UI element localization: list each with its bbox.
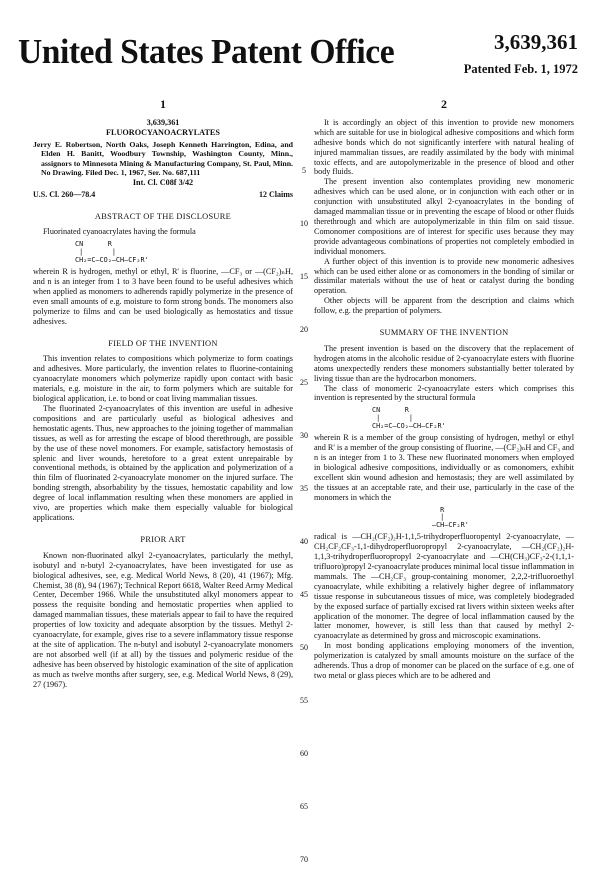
right-column	[314, 96, 574, 681]
radical-formula	[432, 507, 574, 530]
patent-number: 3,639,361	[494, 30, 578, 54]
patent-date: Patented Feb. 1, 1972	[463, 62, 578, 76]
abstract-intro: Fluorinated cyanoacrylates having the formula	[43, 227, 196, 237]
line-number: 25	[300, 378, 308, 387]
claims-count: 12 Claims	[259, 189, 293, 199]
line-number: 5	[302, 166, 306, 175]
summary-paragraph-1: The present invention is based on the discovery that the replacement of hydrogen atoms in the alcoholic residue of 2-cyanoacrylate esters with fluorine atoms unexpectedly renders these monomers substantially better tolerated by living tissue than are the hydrocarbon monomers.	[314, 343, 574, 383]
classification-row	[33, 190, 293, 200]
line-number: 50	[300, 643, 308, 652]
summary-paragraph-4: radical is —CH₂(CF₂)₂H-1,1,5-trihydroperfluoropentyl 2-cyanoacrylate, —CH₂CF₂CF₃-1,1-dihydroperfluoropropyl 2-cyanoacrylate, —CH₂(CF₂)₂H-1,1,3-trihydroperfluoropropyl 2-cyanoacrylate and —CH(CH₃)CF₃-2-(1,1,1-trifluoro)propyl 2-cyanoacrylate produces minimal local tissue inflammation in mammals. The —CH₂CF₃ group-containing monomer, 2,2,2-trifluoroethyl cyanoacrylate, while exhibiting a relatively higher degree of inflammatory tissue response in subcutaneous tissues of mice, was completely biodegraded by the exposed surface of partially excised rat livers within sixteen weeks after application of the monomer. The degree of local inflammation caused by the latter monomer, however, is still less than that caused by methyl 2-cyanoacrylate as determined by gross and microscopic examinations.	[314, 532, 574, 641]
summary-heading: SUMMARY OF THE INVENTION	[379, 328, 509, 338]
formula-bottom: —CH—CF₂R'	[432, 520, 469, 529]
line-number: 15	[300, 272, 308, 281]
line-number: 55	[300, 696, 308, 705]
line-number: 20	[300, 325, 308, 334]
abstract-body: wherein R is hydrogen, methyl or ethyl, R' is fluorine, —CF₃ or —(CF₂)ₙH, and n is an integer from 1 to 3 have been found to be useful adhesives which when applied as monomers to adherends rapidly polymerize in the presence of even small amounts of e.g. moisture to form strong bonds. The monomers also polymerize to films and can be used biologically as hemostatics and tissue adhesives.	[33, 267, 293, 326]
formula-mid: | |	[372, 413, 413, 422]
field-paragraph-1: This invention relates to compositions which polymerize to form coatings and adhesives. More particularly, the invention relates to fluorine-containing cyanoacrylate monomers which polymerize rapidly upon contact with basic materials, e.g. moisture in the air, to form polymers which are suitable for biological application, i.e. to bond or coat living mammalian tissues.	[33, 354, 293, 404]
left-column	[33, 96, 293, 689]
summary-paragraph-5: In most bonding applications employing monomers of the invention, polymerization is catalyzed by small amounts moisture on the surface of the adherends. Thus a drop of monomer can be placed on the surface of e.g. one of two metal or glass pieces which are to be adhered and	[314, 641, 574, 680]
column-number: 2	[441, 97, 447, 111]
line-number: 60	[300, 749, 308, 758]
meta-body: Jerry E. Robertson, North Oaks, Joseph Kenneth Harrington, Edina, and Elden H. Banitt, Woodbury Township, Washington County, Minn., assignors to Minnesota Mining & Manufacturing Company, St. Paul, Minn. No Drawing. Filed Dec. 1, 1967, Ser. No. 687,111	[33, 139, 293, 178]
formula-top: CN R	[75, 240, 112, 249]
meta-number: 3,639,361	[146, 117, 180, 127]
formula-bottom: CH₂=C—CO₂—CH—CF₂R'	[372, 421, 446, 430]
formula	[372, 407, 574, 430]
abstract-heading: ABSTRACT OF THE DISCLOSURE	[94, 211, 232, 221]
object-paragraph-2: The present invention also contemplates providing new monomeric adhesives which can be used alone, or in conjunction with each other or in conjunction with unsubstituted alkyl 2-cyanoacrylates in the bonding of damaged mammalian tissue or in preventing the escape of blood or other fluids therethrough and which are autopolymerizable in thin film on said tissue. Comonomer compositions are of interest for specific uses because they may provide advantageous combinations of properties not completely embodied in individual monomers.	[314, 177, 574, 256]
field-heading: FIELD OF THE INVENTION	[108, 338, 218, 348]
formula-mid: |	[432, 513, 445, 522]
formula-mid: | |	[75, 247, 116, 256]
field-paragraph-2: The fluorinated 2-cyanoacrylates of this invention are useful in adhesive compositions and are particularly useful as biological adhesives and hemostatic agents. Thus, new approaches to the joining together of mammalian tissues, as well as for arresting the escape of blood therethrough, are possible by the use of these novel monomers. For example, satisfactory hemostasis of splenic and liver wounds, heretofore to a great extent unrepairable by conventional methods, is obtained by the application and polymerization of a thin film of fluorinated 2-cyanoacrylate monomer on the injured surface. The bonding strength, absorbability by the tissues, hemostatic capability and low degree of local inflammation resulting when these monomers are applied in vivo, are properties which make them especially valuable for biological applications.	[33, 404, 293, 522]
object-paragraph-3: A further object of this invention is to provide new monomeric adhesives which can be used either alone or as comonomers in the bonding of similar or dissimilar materials without the use of heat or catalyst during the bonding operation.	[314, 256, 574, 296]
meta-intcl: Int. Cl. C08f 3/42	[132, 177, 194, 187]
formula-top: R	[432, 505, 445, 514]
formula-top: CN R	[372, 406, 409, 415]
line-number: 10	[300, 219, 308, 228]
column-number: 1	[160, 97, 166, 111]
formula	[75, 241, 293, 264]
summary-paragraph-2: The class of monomeric 2-cyanoacrylate esters which comprises this invention is represented by the structural formula	[314, 383, 574, 403]
meta-title: FLUOROCYANOACRYLATES	[106, 127, 220, 137]
line-number: 30	[300, 431, 308, 440]
line-number: 45	[300, 590, 308, 599]
us-classification: U.S. Cl. 260—78.4	[33, 189, 96, 199]
line-number: 40	[300, 537, 308, 546]
patent-title: United States Patent Office	[18, 32, 395, 71]
summary-paragraph-3: wherein R is a member of the group consisting of hydrogen, methyl or ethyl and R' is a member of the group consisting of fluorine, —(CF₂)ₙH and CF₃ and n is an integer from 1 to 3. These new fluorinated monomers when employed in biological adhesive compositions, individually or as comonomers, exhibit excellent skin wound adhesion and hemostasis; they are well assimilated by the tissues at an acceptable rate, and their use, particularly in the case of the monomers in which the	[314, 433, 574, 502]
prior-art-paragraph: Known non-fluorinated alkyl 2-cyanoacrylates, particularly the methyl, isobutyl and n-butyl 2-cyanoacrylates, have been investigated for use as biological adhesives, see, e.g. Medical World News, 8 (20), 41 (1967); Mfg. Chemist, 38 (8), 94 (1967); Technical Report 6618, Walter Reed Army Medical Center, December 1966. While the unsubstituted alkyl monomers appear to possess the requisite bonding and hemostatic properties when applied to damaged mammalian tissues, these materials appear to fail to have the required properties of low toxicity and adequate absorption by the tissues. Methyl 2-cyanoacrylate, for example, gives rise to a severe inflammatory tissue response at the site of application. The n-butyl and isobutyl 2-cyanoacrylate monomers are not absorbed well (if at all) by the tissues and polymeric residue of the adhesive has been observed by histologic examination of the site of application as much as twelve months after surgery, see, e.g. Medical World News, 8 (29), 27 (1967).	[33, 550, 293, 689]
object-paragraph-1: It is accordingly an object of this invention to provide new monomers which are suitable for use in biological adhesive compositions and which form adhesive bonds which do not significantly interfere with natural healing of injured mammalian tissues, are readily assimilated by the body with minimal toxic effects, and are autopolymerizable in the presence of blood and other body fluids.	[314, 117, 574, 177]
line-number: 70	[300, 855, 308, 864]
line-number: 35	[300, 484, 308, 493]
line-number: 65	[300, 802, 308, 811]
prior-art-heading: PRIOR ART	[140, 534, 186, 544]
object-paragraph-4: Other objects will be apparent from the description and claims which follow, e.g. the prepartion of polymers.	[314, 296, 574, 316]
formula-bottom: CH₂=C—CO₂—CH—CF₂R'	[75, 255, 149, 264]
